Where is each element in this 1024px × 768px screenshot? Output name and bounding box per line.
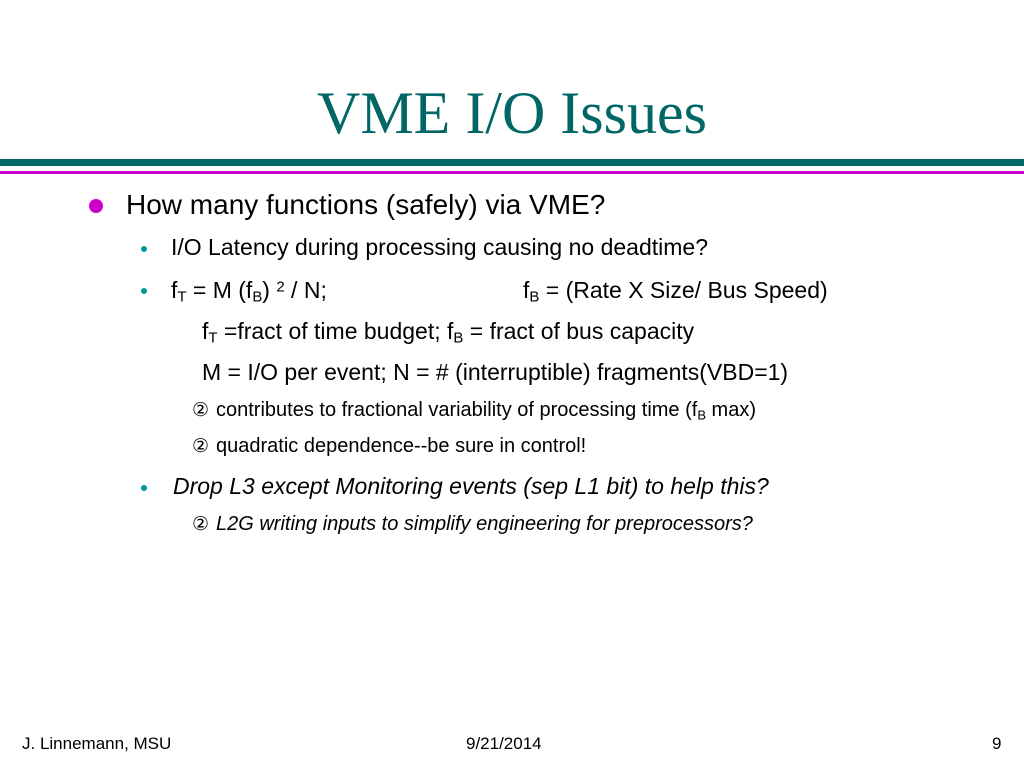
arrow-bullet-icon: ② [192, 513, 210, 535]
title-rule-magenta [0, 171, 1024, 174]
footer-author: J. Linnemann, MSU [22, 734, 172, 753]
sub-bullet-icon [141, 288, 147, 294]
footer-date: 9/21/2014 [466, 734, 542, 753]
bullet-main: How many functions (safely) via VME? [126, 189, 606, 220]
formula-definitions: $f_T$ =fract of time budget; $f_B$ = fract of bus capacity [202, 318, 695, 347]
arrow-item-quadratic: quadratic dependence--be sure in control! [216, 435, 587, 457]
sub-bullet-icon [141, 485, 147, 491]
arrow-bullet-icon: ② [192, 399, 210, 421]
sub-bullet-icon [141, 246, 147, 252]
bullet-dot-icon [89, 199, 103, 213]
formula-definitions-mn: M = I/O per event; N = # (interruptible) fragments(VBD=1) [202, 359, 789, 385]
footer-page-number: 9 [992, 734, 1002, 753]
arrow-item-l2g: L2G writing inputs to simplify engineering for preprocessors? [216, 513, 753, 535]
arrow-item-variability: contributes to fractional variability of processing time ($f_B$ max) [216, 399, 756, 423]
slide-title: VME I/O Issues [317, 80, 707, 146]
sub-bullet-latency: I/O Latency during processing causing no deadtime? [171, 234, 708, 260]
title-rule-teal [0, 159, 1024, 166]
sub-bullet-drop-l3: Drop L3 except Monitoring events (sep L1 bit) to help this? [173, 473, 769, 499]
arrow-bullet-icon: ② [192, 435, 210, 457]
formula-fb: $f_B$ = (Rate X Size/ Bus Speed) [523, 277, 828, 306]
formula-line: $f_T = M$ $(f_B)$ $^2$ / N; [171, 277, 327, 306]
